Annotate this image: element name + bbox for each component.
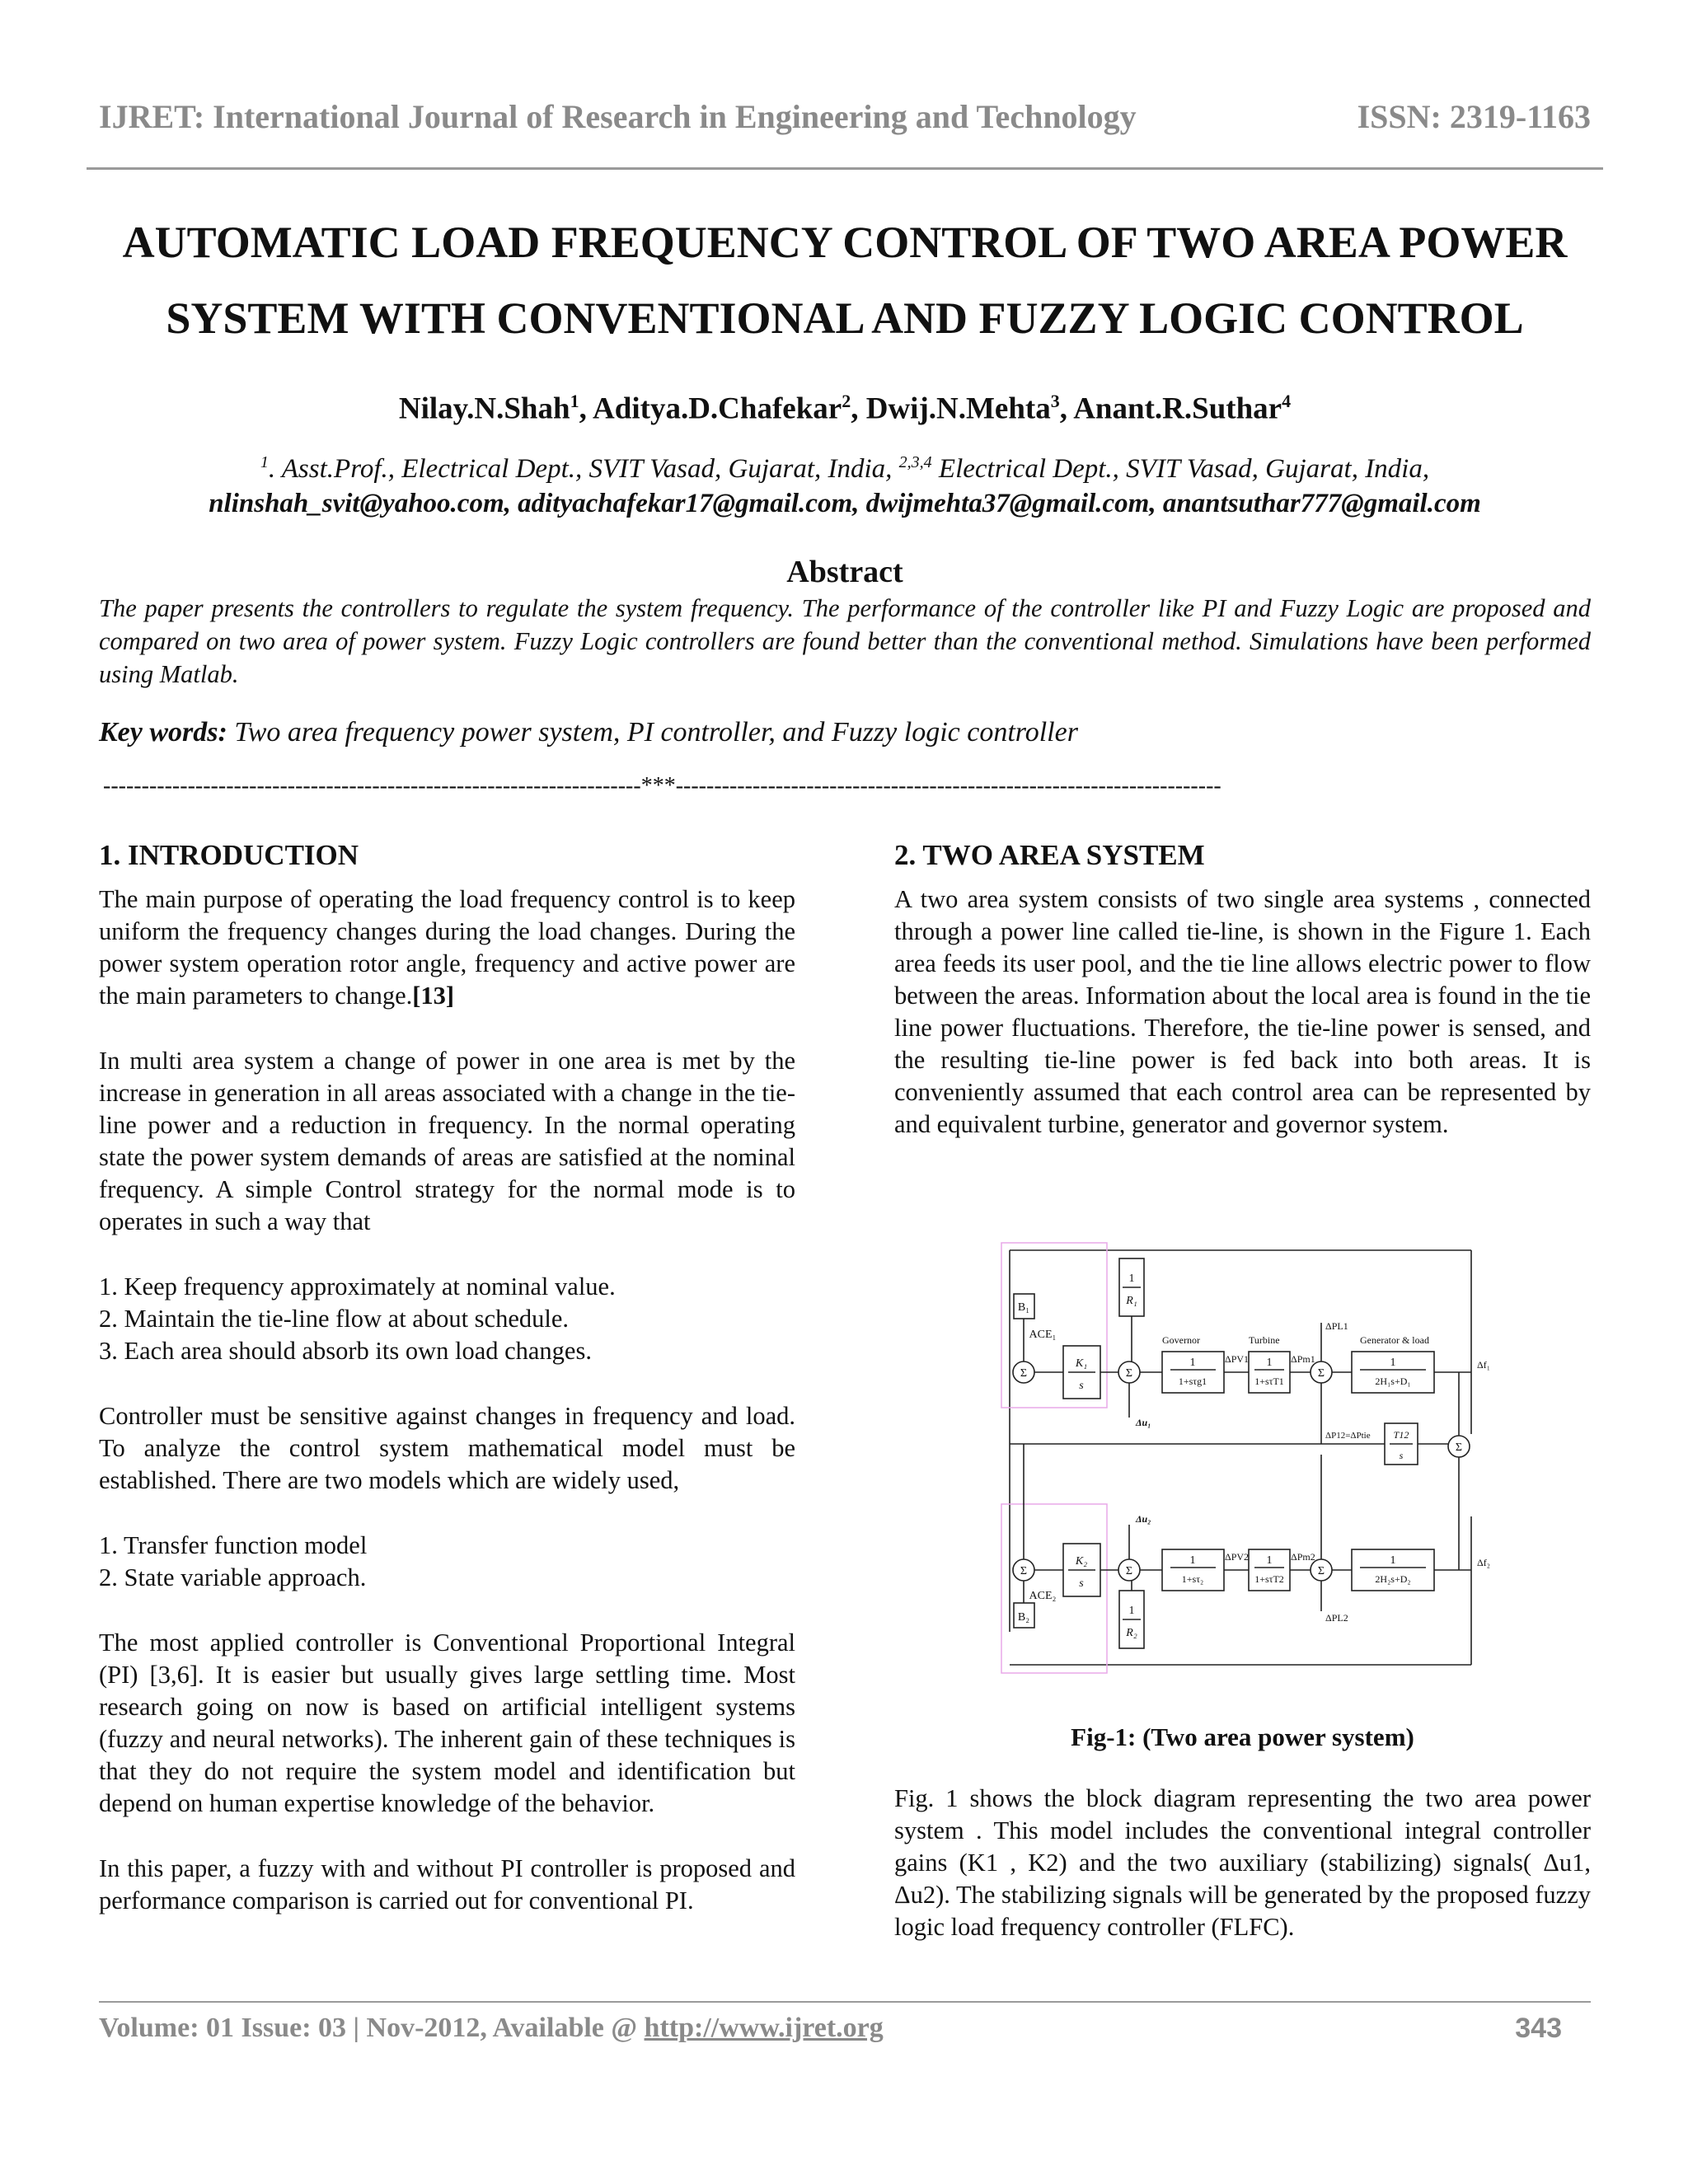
left-column bbox=[99, 839, 795, 1917]
title-line-1: AUTOMATIC LOAD FREQUENCY CONTROL OF TWO AREA POWER bbox=[122, 218, 1568, 267]
author-list: Nilay.N.Shah$^1$, Aditya.D.Chafekar$^2$, Dwij.N.Mehta$^3$, Anant.R.Suthar$^4$ bbox=[398, 391, 1292, 426]
list-item: 3. Each area should absorb its own load changes. bbox=[99, 1337, 592, 1365]
keywords bbox=[99, 717, 1591, 748]
figure-description bbox=[894, 1783, 1591, 1943]
label-one: 1 bbox=[1390, 1554, 1396, 1567]
label-df1: Δf₁ bbox=[1477, 1359, 1490, 1371]
label-governor: Governor bbox=[1162, 1334, 1200, 1346]
label-ace1: ACE₁ bbox=[1029, 1329, 1057, 1341]
label-sum: Σ bbox=[1020, 1367, 1028, 1380]
author-sup: 3 bbox=[1050, 391, 1060, 411]
title-line-2: SYSTEM WITH CONVENTIONAL AND FUZZY LOGIC CONTROL bbox=[166, 293, 1524, 343]
label-s: s bbox=[1079, 1577, 1084, 1590]
label-sum: Σ bbox=[1020, 1565, 1028, 1577]
label-dpm2: ΔPm2 bbox=[1291, 1551, 1315, 1563]
label-sum: Σ bbox=[1317, 1367, 1325, 1380]
label-one: 1 bbox=[1189, 1357, 1196, 1369]
page-footer bbox=[99, 2013, 1562, 2045]
author-sup: 2 bbox=[842, 391, 851, 411]
abstract-heading: Abstract bbox=[786, 555, 903, 589]
two-area-paragraph: A two area system consists of two single area systems , connected through a power line called tie-line, is shown in the Figure 1. Each area feeds its user pool, and the tie line allows electric power to flow between the areas. Information about the local area is found in the tie line power fluctuations. Therefore, the tie-line power is sensed, and the resulting tie-line power is fed back into both areas. It is conveniently assumed that each control area can be represented by and equivalent turbine, generator and governor system. bbox=[894, 885, 1591, 1138]
section-heading-introduction: 1. INTRODUCTION bbox=[99, 839, 359, 871]
label-dp12: ΔP12=ΔPtie bbox=[1325, 1431, 1371, 1441]
label-b1: B₁ bbox=[1017, 1301, 1030, 1314]
intro-paragraph: Controller must be sensitive against changes in frequency and load. To analyze the control system mathematical model must be established. There are two models which are widely used, bbox=[99, 1402, 795, 1494]
affiliation bbox=[82, 445, 1607, 521]
affiliation-line bbox=[82, 445, 1607, 486]
label-one: 1 bbox=[1266, 1554, 1273, 1567]
label-sum: Σ bbox=[1125, 1565, 1133, 1577]
intro-paragraph: The most applied controller is Conventional Proportional Integral (PI) [3,6]. It is easier but usually gives large settling time. Most research going on now is based on artificial intelligent systems (fuzzy and neural networks). The inherent gain of these techniques is that they do not require the system model and identification but depend on human expertise knowledge of the behavior. bbox=[99, 1629, 795, 1817]
label-one: 1 bbox=[1128, 1272, 1135, 1285]
affil-sup: 2,3,4 bbox=[898, 453, 932, 471]
abstract-body: The paper presents the controllers to regulate the system frequency. The performance of the controller like PI and Fuzzy Logic are proposed and compared on two area of power system. Fuzzy Logic controllers are found better than the conventional method. Simulations have been performed using Matlab. bbox=[99, 594, 1591, 688]
keywords-label: Key words: bbox=[99, 717, 227, 748]
section-separator: ----------------------------------------------------------------------***----------------------------------------------------------------------- bbox=[103, 773, 1221, 799]
author-name: Anant.R.Suthar bbox=[1073, 391, 1282, 426]
intro-paragraph bbox=[99, 883, 795, 1012]
label-k2: K₂ bbox=[1075, 1555, 1088, 1568]
block-diagram-figure bbox=[997, 1240, 1508, 1677]
label-one: 1 bbox=[1189, 1554, 1196, 1567]
label-du2: Δu₂ bbox=[1136, 1513, 1151, 1525]
list-item: 2. Maintain the tie-line flow at about schedule. bbox=[99, 1305, 570, 1333]
intro-paragraph: In multi area system a change of power in one area is met by the increase in generation in all areas associated with a change in the tie-line power and a reduction in frequency. In the normal operating state the power system demands of areas are satisfied at the nominal frequency. A simple Control strategy for the normal mode is to operates in such a way that bbox=[99, 1047, 795, 1235]
label-sum: Σ bbox=[1125, 1367, 1133, 1380]
label-s: s bbox=[1079, 1380, 1084, 1392]
label-gov-den1: 1+sτg1 bbox=[1178, 1376, 1207, 1387]
label-one: 1 bbox=[1128, 1605, 1135, 1617]
label-r1: R₁ bbox=[1126, 1295, 1137, 1307]
paper-title bbox=[82, 204, 1607, 356]
author-name: Dwij.N.Mehta bbox=[865, 391, 1051, 426]
label-gen-load: Generator & load bbox=[1360, 1334, 1429, 1346]
intro-paragraph: In this paper, a fuzzy with and without PI controller is proposed and performance comparison is carried out for conventional PI. bbox=[99, 1854, 795, 1915]
journal-link[interactable]: http://www.ijret.org bbox=[644, 2013, 884, 2043]
label-one: 1 bbox=[1390, 1357, 1396, 1369]
label-sum: Σ bbox=[1317, 1565, 1325, 1577]
footer-text: Volume: 01 Issue: 03 | Nov-2012, Available @ bbox=[99, 2013, 645, 2043]
list-item: 1. Transfer function model bbox=[99, 1531, 368, 1559]
keywords-text: Two area frequency power system, PI controller, and Fuzzy logic controller bbox=[227, 717, 1078, 748]
list-item: 1. Keep frequency approximately at nominal value. bbox=[99, 1272, 616, 1301]
section-heading-two-area: 2. TWO AREA SYSTEM bbox=[894, 839, 1205, 871]
author-name: Nilay.N.Shah bbox=[398, 391, 570, 426]
label-tur-den2: 1+sτT2 bbox=[1254, 1573, 1284, 1585]
label-one: 1 bbox=[1266, 1357, 1273, 1369]
label-sum: Σ bbox=[1455, 1441, 1463, 1454]
author-emails[interactable]: nlinshah_svit@yahoo.com, adityachafekar17@gmail.com, dwijmehta37@gmail.com, anantsuthar777@gmail.com bbox=[209, 489, 1481, 518]
footer-rule bbox=[99, 2001, 1591, 2003]
journal-name: IJRET: International Journal of Research in Engineering and Technology bbox=[99, 98, 1137, 135]
page-number: 343 bbox=[1515, 2013, 1562, 2044]
label-gen-den2: 2H₂s+D₂ bbox=[1375, 1573, 1411, 1585]
journal-header bbox=[99, 97, 1591, 136]
label-dpv1: ΔPV1 bbox=[1225, 1353, 1250, 1365]
label-r2: R₂ bbox=[1126, 1627, 1137, 1639]
label-k1: K₁ bbox=[1075, 1357, 1088, 1370]
author-sup: 1 bbox=[570, 391, 579, 411]
label-s: s bbox=[1399, 1450, 1404, 1461]
citation-ref: [13] bbox=[412, 982, 455, 1010]
affil-text: . Asst.Prof., Electrical Dept., SVIT Vasad, Gujarat, India, bbox=[268, 454, 899, 484]
author-sup: 4 bbox=[1282, 391, 1292, 411]
right-column bbox=[894, 839, 1591, 1141]
affil-text: Electrical Dept., SVIT Vasad, Gujarat, India, bbox=[931, 454, 1430, 484]
label-dpv2: ΔPV2 bbox=[1225, 1551, 1250, 1563]
label-t12: T12 bbox=[1393, 1429, 1409, 1441]
label-tur-den1: 1+sτT1 bbox=[1254, 1376, 1284, 1387]
label-dpm1: ΔPm1 bbox=[1291, 1353, 1315, 1365]
label-dpl1: ΔPL1 bbox=[1325, 1320, 1348, 1332]
issn: ISSN: 2319-1163 bbox=[1357, 98, 1591, 135]
label-b2: B₂ bbox=[1017, 1611, 1030, 1624]
label-ace2: ACE₂ bbox=[1029, 1590, 1057, 1602]
list-item: 2. State variable approach. bbox=[99, 1563, 367, 1591]
label-turbine: Turbine bbox=[1249, 1334, 1280, 1346]
label-dpl2: ΔPL2 bbox=[1325, 1612, 1348, 1624]
fig-paragraph: Fig. 1 shows the block diagram representing the two area power system . This model includes the conventional integral controller gains (K1 , K2) and the two auxiliary (stabilizing) signals( Δu1, Δu2). The stabilizing signals will be generated by the proposed fuzzy logic load frequency controller (FLFC). bbox=[894, 1784, 1591, 1941]
label-du1: Δu₁ bbox=[1136, 1417, 1151, 1428]
intro-p1-text: The main purpose of operating the load frequency control is to keep uniform the frequency changes during the load changes. During the power system operation rotor angle, frequency and active power are the main parameters to change. bbox=[99, 885, 795, 1010]
label-gen-den1: 2H₁s+D₁ bbox=[1375, 1376, 1411, 1387]
footer-volume bbox=[99, 2013, 884, 2045]
author-name: Aditya.D.Chafekar bbox=[593, 391, 842, 426]
affil-sup: 1 bbox=[260, 453, 269, 471]
label-df2: Δf₂ bbox=[1477, 1557, 1490, 1568]
figure-caption: Fig-1: (Two area power system) bbox=[1071, 1722, 1414, 1751]
label-gov-den2: 1+sτ₂ bbox=[1181, 1573, 1204, 1585]
header-rule bbox=[87, 167, 1603, 170]
